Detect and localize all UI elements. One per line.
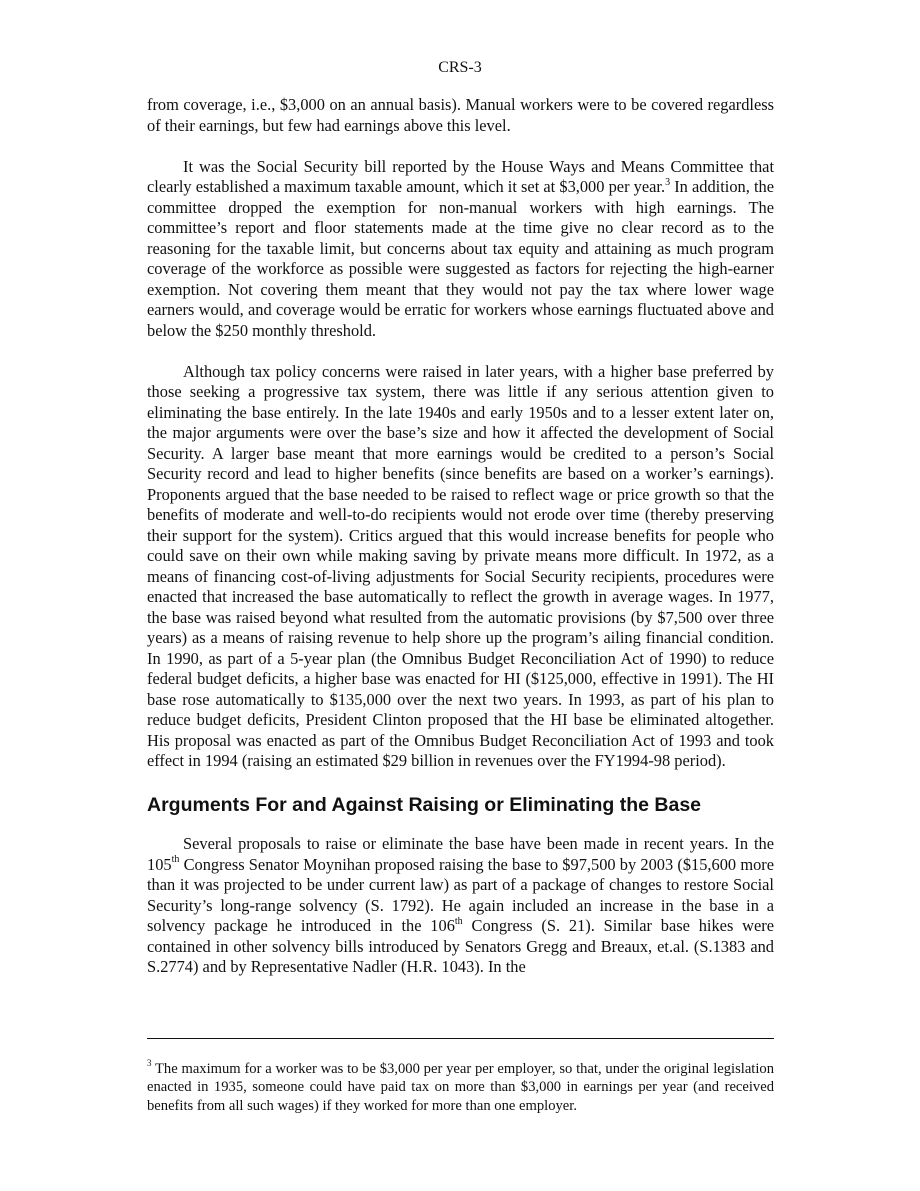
page-label: CRS-3 [438,59,482,76]
paragraph-text: Congress Senator Moynihan proposed raising the base to $97,500 by 2003 ($15,600 more than it was projected to be under current law) as part of a package of changes to restore Social Security’s long-range solvency (S. 1792). He again included an increase in the base in a solvency package he introduced in the 106 [147,854,774,935]
paragraph-text: Several proposals to raise or eliminate the base have been made in recent years. In the 105 [147,834,774,874]
paragraph-ways-and-means [147,157,774,342]
footnote-divider [147,1038,774,1039]
footnote-3 [147,1060,774,1115]
body-text [147,95,774,978]
footnote-reference-3[interactable]: 3 [665,176,671,188]
paragraph-tax-policy: Although tax policy concerns were raised in later years, with a higher base preferred by those seeking a progressive tax system, there was little if any serious attention given to eliminating the base entirely. In the late 1940s and early 1950s and to a lesser extent later on, the major arguments were over the base’s size and how it affected the development of Social Security. A larger base meant that more earnings would be credited to a person’s Social Security record and lead to higher benefits (since benefits are based on a worker’s earnings). Proponents argued that the base needed to be raised to reflect wage or price growth so that the benefits of moderate and well-to-do recipients would not erode over time (thereby preserving their support for the system). Critics argued that this would increase benefits for people who could save on their own while making saving by private means more difficult. In 1972, as a means of financing cost-of-living adjustments for Social Security recipients, procedures were enacted that increased the base automatically to reflect the growth in average wages. In 1977, the base was raised beyond what resulted from the automatic provisions (by $7,500 over three years) as a means of raising revenue to help shore up the program’s ailing financial condition. In 1990, as part of a 5-year plan (the Omnibus Budget Reconciliation Act of 1990) to reduce federal budget deficits, a higher base was enacted for HI ($125,000, effective in 1991). The HI base rose automatically to $135,000 over the next two years. In 1993, as part of his plan to reduce budget deficits, President Clinton proposed that the HI base be eliminated altogether. His proposal was enacted as part of the Omnibus Budget Reconciliation Act of 1993 and took effect in 1994 (raising an estimated $29 billion in revenues over the FY1994-98 period). [147,361,774,770]
ordinal-suffix: th [171,854,180,866]
section-heading: Arguments For and Against Raising or Eliminating the Base [147,794,702,816]
page-header [0,58,920,78]
paragraph-text: Congress (S. 21). Similar base hikes were contained in other solvency bills introduced by Senators Gregg and Breaux, et.al. (S.1383 and S.2774) and by Representative Nadler (H.R. 1043). In the [147,916,774,976]
footnote-marker: 3 [147,1058,152,1069]
paragraph-text: It was the Social Security bill reported by the House Ways and Means Committee that clearly established a maximum taxable amount, which it set at $3,000 per year. [147,156,774,196]
paragraph-continuation: from coverage, i.e., $3,000 on an annual basis). Manual workers were to be covered regardless of their earnings, but few had earnings above this level. [147,95,774,135]
ordinal-suffix: th [454,915,463,927]
footnote-text: The maximum for a worker was to be $3,000 per year per employer, so that, under the original legislation enacted in 1935, someone could have paid tax on more than $3,000 in earnings per year (and received benefits from all such wages) if they worked for more than one employer. [147,1061,774,1114]
paragraph-text: In addition, the committee dropped the exemption for non-manual workers with high earnings. The committee’s report and floor statements made at the time give no clear record as to the reasoning for the taxable limit, but concerns about tax equity and attaining as much program coverage of the workforce as possible were suggested as factors for rejecting the high-earner exemption. Not covering them meant that they would not pay the tax where lower wage earners would, and coverage would be erratic for workers whose earnings fluctuated above and below the $250 monthly threshold. [147,177,775,340]
paragraph-proposals [147,834,774,978]
